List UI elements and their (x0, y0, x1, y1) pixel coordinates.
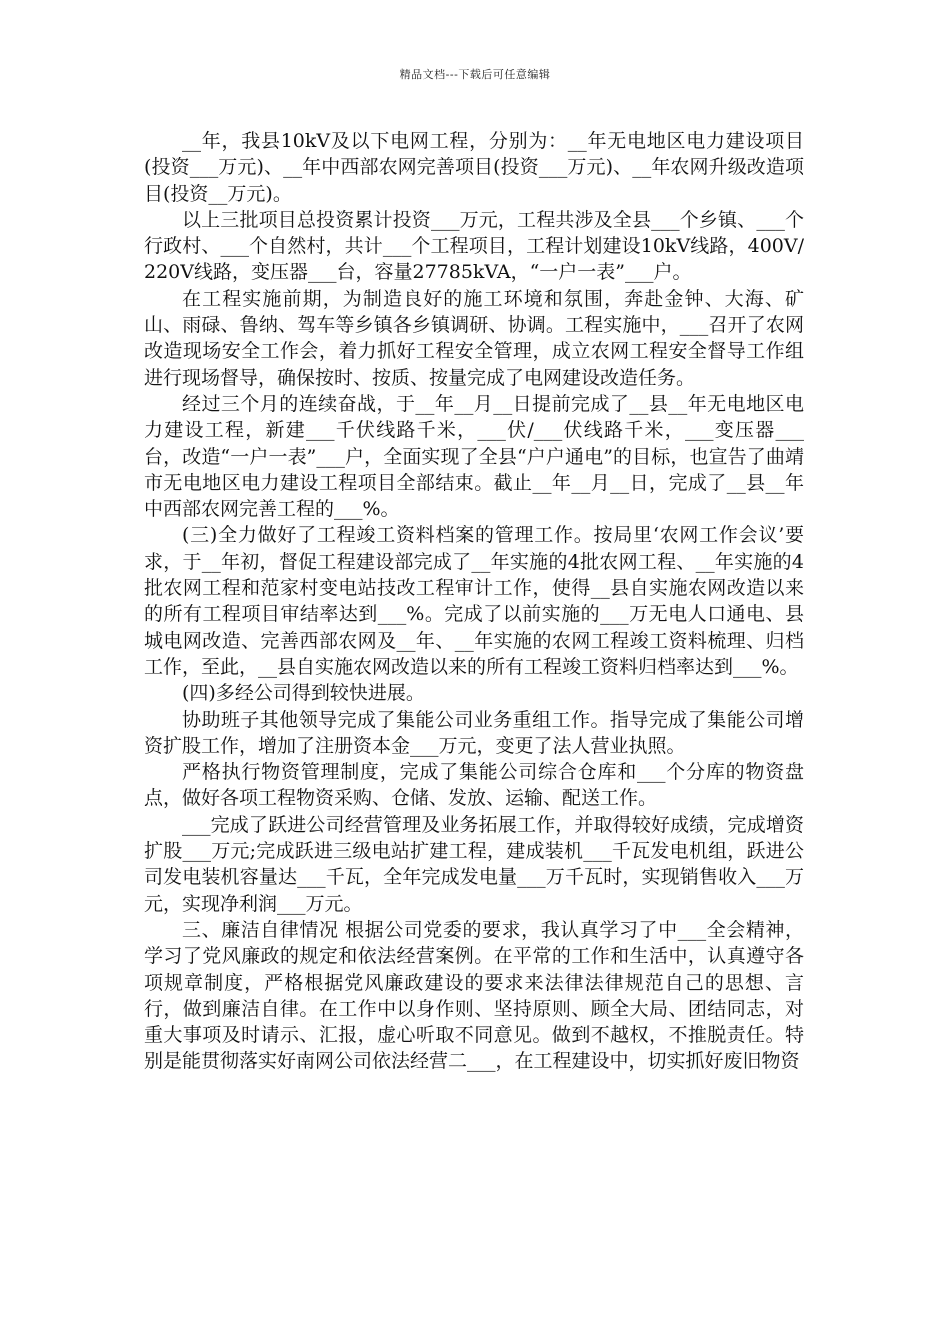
document-body (144, 128, 804, 1075)
paragraph-8: 严格执行物资管理制度，完成了集能公司综合仓库和___个分库的物资盘点，做好各项工程物资采购、仓储、发放、运输、配送工作。 (144, 761, 804, 810)
paragraph-5: (三)全力做好了工程竣工资料档案的管理工作。按局里‘农网工作会议’要求，于__年初，督促工程建设部完成了__年实施的4批农网工程、__年实施的4批农网工程和范家村变电站技改工程审计工作，使得__县自实施农网改造以来的所有工程项目审结率达到___%。完成了以前实施的___万无电人口通电、县城电网改造、完善西部农网及__年、__年实施的农网工程竣工资料梳理、归档工作，至此，__县自实施农网改造以来的所有工程竣工资料归档率达到___%。 (144, 524, 804, 678)
page-header: 精品文档---下载后可任意编辑 (399, 68, 551, 81)
paragraph-9: ___完成了跃进公司经营管理及业务拓展工作，并取得较好成绩，完成增资扩股___万元;完成跃进三级电站扩建工程，建成装机___千瓦发电机组，跃进公司发电装机容量达___千瓦，全年完成发电量___万千瓦时，实现销售收入___万元，实现净利润___万元。 (144, 813, 804, 915)
paragraph-1: __年，我县10kV及以下电网工程，分别为：__年无电地区电力建设项目(投资___万元)、__年中西部农网完善项目(投资___万元)、__年农网升级改造项目(投资__万元)。 (144, 130, 804, 205)
paragraph-4: 经过三个月的连续奋战，于__年__月__日提前完成了__县__年无电地区电力建设工程，新建___千伏线路千米，___伏/___伏线路千米，___变压器___台，改造“一户一表”___户，全面实现了全县“户户通电”的目标，也宣告了曲靖市无电地区电力建设工程项目全部结束。截止__年__月__日，完成了__县__年中西部农网完善工程的___%。 (144, 392, 804, 521)
paragraph-6: (四)多经公司得到较快进展。 (182, 682, 425, 705)
paragraph-3: 在工程实施前期，为制造良好的施工环境和氛围，奔赴金钟、大海、矿山、雨碌、鲁纳、驾车等乡镇各乡镇调研、协调。工程实施中，___召开了农网改造现场安全工作会，着力抓好工程安全管理，成立农网工程安全督导工作组进行现场督导，确保按时、按质、按量完成了电网建设改造任务。 (144, 287, 804, 389)
paragraph-2: 以上三批项目总投资累计投资___万元，工程共涉及全县___个乡镇、___个行政村、___个自然村，共计___个工程项目，工程计划建设10kV线路，400V/220V线路，变压器___台，容量27785kVA，“一户一表”___户。 (144, 208, 804, 284)
paragraph-10: 三、廉洁自律情况 根据公司党委的要求，我认真学习了中___全会精神，学习了党风廉政的规定和依法经营案例。在平常的工作和生活中，认真遵守各项规章制度，严格根据党风廉政建设的要求来法律法律规范自己的思想、言行，做到廉洁自律。在工作中以身作则、坚持原则、顾全大局、团结同志，对重大事项及时请示、汇报，虚心听取不同意见。做到不越权，不推脱责任。特别是能贯彻落实好南网公司依法经营二___，在工程建设中，切实抓好废旧物资 (144, 918, 804, 1073)
paragraph-7: 协助班子其他领导完成了集能公司业务重组工作。指导完成了集能公司增资扩股工作，增加了注册资本金___万元，变更了法人营业执照。 (144, 708, 804, 757)
